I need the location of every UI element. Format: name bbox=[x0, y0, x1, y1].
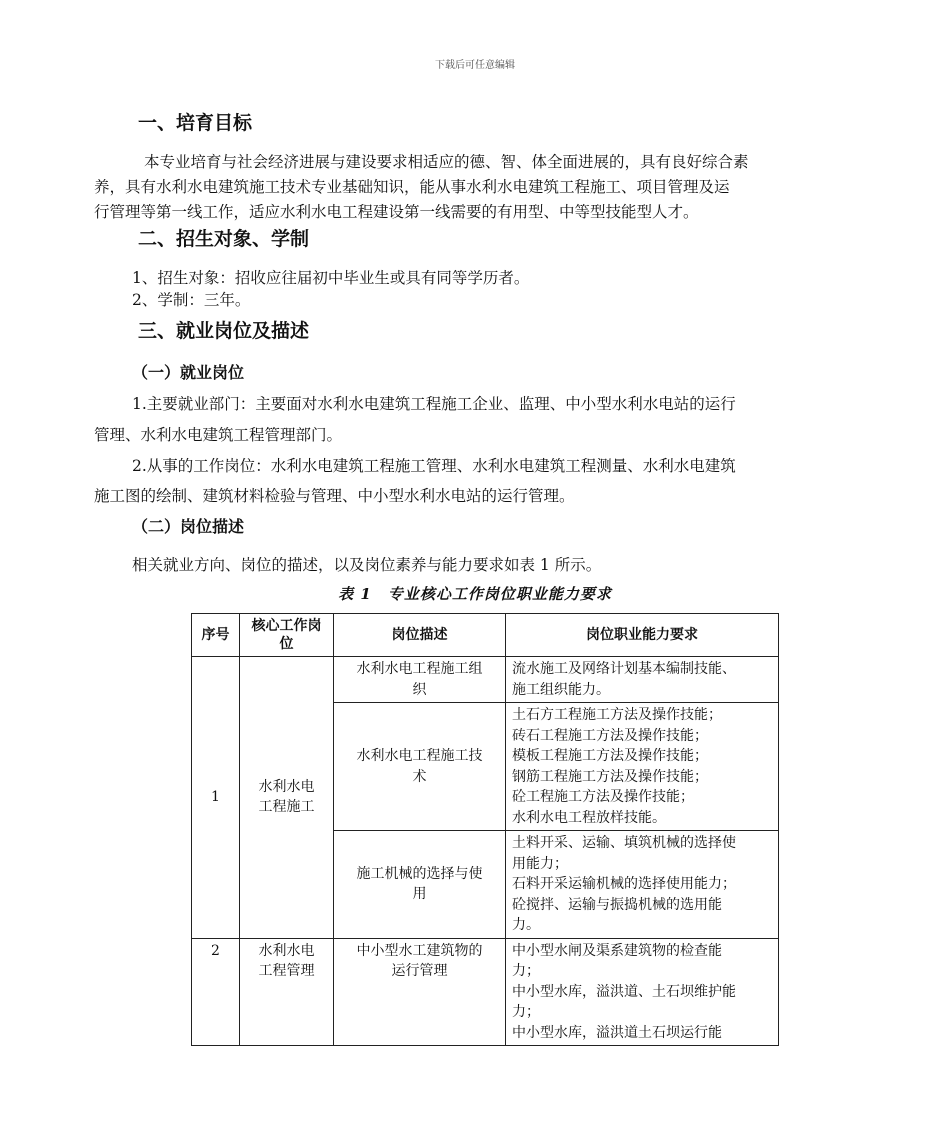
header-post-line-1: 核心工作岗 bbox=[251, 618, 322, 634]
employment-item-1-line-1: 1.主要就业部门：主要面对水利水电建筑工程施工企业、监理、中小型水利水电站的运行 bbox=[132, 395, 736, 413]
table-row bbox=[192, 657, 779, 703]
req-line: 中小型水库，溢洪道土石坝运行能 bbox=[512, 1024, 722, 1041]
section-1-paragraph-line-3: 行管理等第一线工作，适应水利水电工程建设第一线需要的有用型、中等型技能型人才。 bbox=[94, 203, 699, 221]
group-2-desc-line-2: 运行管理 bbox=[391, 963, 448, 979]
header-post bbox=[240, 614, 334, 657]
req-line: 中小型水库，溢洪道、土石坝维护能 bbox=[512, 983, 736, 1000]
employment-item-1-line-2: 管理、水利水电建筑工程管理部门。 bbox=[94, 426, 343, 444]
req-line: 模板工程施工方法及操作技能； bbox=[512, 748, 708, 764]
req-line: 砼工程施工方法及操作技能； bbox=[512, 789, 694, 805]
req-line: 流水施工及网络计划基本编制技能、 bbox=[512, 661, 736, 677]
req-line: 砖石工程施工方法及操作技能； bbox=[512, 727, 708, 744]
group-1-row-2-req bbox=[506, 703, 779, 831]
req-line: 力。 bbox=[512, 917, 540, 933]
req-line: 土石方工程施工方法及操作技能； bbox=[512, 707, 722, 723]
section-2-title: 二、招生对象、学制 bbox=[138, 228, 310, 250]
group-1-row-1-desc-line-2: 织 bbox=[412, 681, 427, 698]
group-2-desc bbox=[334, 938, 506, 1046]
competency-table bbox=[191, 613, 779, 1046]
group-1-row-2-desc-line-2: 术 bbox=[412, 768, 427, 785]
group-1-row-1-desc bbox=[334, 657, 506, 703]
header-note: 下载后可任意编辑 bbox=[435, 60, 515, 71]
group-1-row-3-desc-line-2: 用 bbox=[412, 886, 427, 903]
table-intro: 相关就业方向、岗位的描述，以及岗位素养与能力要求如表 1 所示。 bbox=[132, 556, 602, 574]
header-req: 岗位职业能力要求 bbox=[506, 614, 779, 657]
section-2-item-1: 1、招生对象：招收应往届初中毕业生或具有同等学历者。 bbox=[132, 269, 530, 287]
group-2-desc-line-1: 中小型水工建筑物的 bbox=[356, 942, 483, 959]
section-1-paragraph-line-1: 本专业培育与社会经济进展与建设要求相适应的德、智、体全面进展的，具有良好综合素 bbox=[144, 153, 749, 171]
group-2-post-line-2: 工程管理 bbox=[258, 963, 315, 979]
header-post-line-2: 位 bbox=[279, 636, 294, 652]
group-1-row-1-desc-line-1: 水利水电工程施工组 bbox=[356, 661, 483, 677]
group-1-row-1-req bbox=[506, 657, 779, 703]
employment-item-2-line-1: 2.从事的工作岗位：水利水电建筑工程施工管理、水利水电建筑工程测量、水利水电建筑 bbox=[132, 457, 736, 475]
header-no: 序号 bbox=[192, 614, 240, 657]
table-header-row bbox=[192, 614, 779, 657]
group-2-no: 2 bbox=[192, 938, 240, 1046]
group-1-row-3-desc-line-1: 施工机械的选择与使 bbox=[356, 865, 483, 882]
table-caption: 表 1 专业核心工作岗位职业能力要求 bbox=[338, 585, 612, 603]
employment-item-2-line-2: 施工图的绘制、建筑材料检验与管理、中小型水利水电站的运行管理。 bbox=[94, 487, 575, 505]
group-2-req bbox=[506, 938, 779, 1046]
header-desc: 岗位描述 bbox=[334, 614, 506, 657]
section-2-item-2: 2、学制：三年。 bbox=[132, 291, 251, 309]
req-line: 钢筋工程施工方法及操作技能； bbox=[512, 768, 708, 785]
group-1-row-3-req bbox=[506, 831, 779, 939]
table-row bbox=[192, 938, 779, 1046]
req-line: 力； bbox=[512, 963, 540, 979]
req-line: 力； bbox=[512, 1004, 540, 1020]
req-line: 砼搅拌、运输与振捣机械的选用能 bbox=[512, 896, 722, 913]
req-line: 石料开采运输机械的选择使用能力； bbox=[512, 876, 736, 892]
group-1-row-3-desc bbox=[334, 831, 506, 939]
group-2-post-line-1: 水利水电 bbox=[258, 942, 315, 959]
group-2-post bbox=[240, 938, 334, 1046]
group-1-post bbox=[240, 657, 334, 939]
group-1-post-line-1: 水利水电 bbox=[258, 778, 315, 795]
group-1-row-2-desc bbox=[334, 703, 506, 831]
req-line: 水利水电工程放样技能。 bbox=[512, 809, 666, 826]
req-line: 中小型水闸及渠系建筑物的检查能 bbox=[512, 942, 722, 959]
group-1-row-2-desc-line-1: 水利水电工程施工技 bbox=[356, 748, 483, 764]
section-1-title: 一、培育目标 bbox=[138, 112, 253, 134]
req-line: 用能力； bbox=[512, 855, 568, 872]
subsection-1-title: （一）就业岗位 bbox=[132, 363, 245, 382]
req-line: 施工组织能力。 bbox=[512, 681, 610, 698]
subsection-2-title: （二）岗位描述 bbox=[132, 517, 245, 536]
req-line: 土料开采、运输、填筑机械的选择使 bbox=[512, 835, 736, 851]
section-1-paragraph-line-2: 养，具有水利水电建筑施工技术专业基础知识，能从事水利水电建筑工程施工、项目管理及运 bbox=[94, 178, 730, 196]
group-1-no: 1 bbox=[192, 657, 240, 939]
section-3-title: 三、就业岗位及描述 bbox=[138, 320, 310, 342]
group-1-post-line-2: 工程施工 bbox=[258, 799, 315, 816]
